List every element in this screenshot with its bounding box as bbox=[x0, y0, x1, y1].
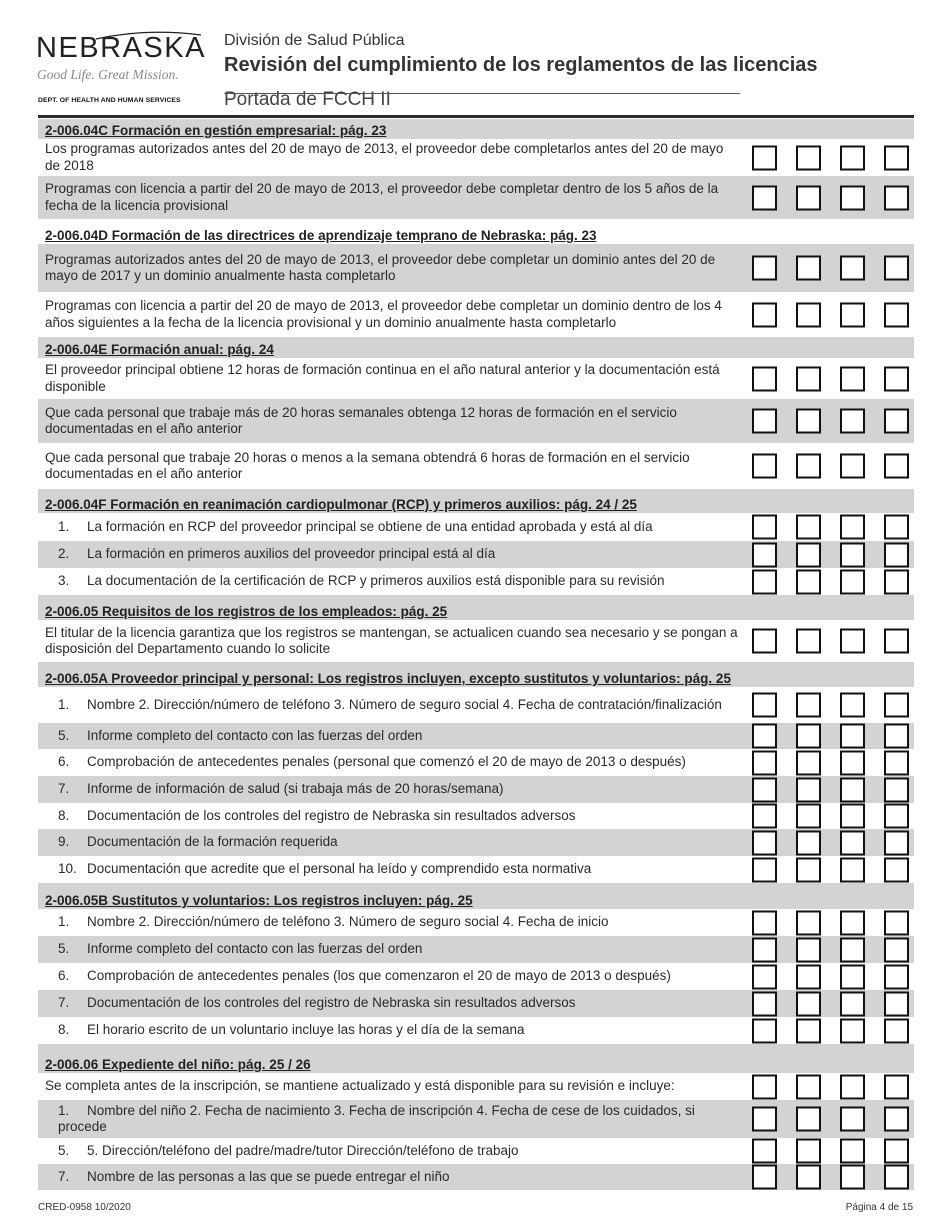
checkbox-group bbox=[752, 964, 928, 989]
item-number: 9. bbox=[58, 834, 70, 850]
checklist-item-text bbox=[38, 834, 741, 851]
checklist-item-text bbox=[38, 362, 741, 395]
checklist-item bbox=[38, 292, 914, 337]
compliance-checkbox[interactable] bbox=[884, 1165, 909, 1190]
compliance-checkbox[interactable] bbox=[840, 1165, 865, 1190]
compliance-checkbox[interactable] bbox=[796, 777, 821, 802]
checklist-item bbox=[38, 244, 914, 292]
checkbox-group bbox=[752, 1018, 928, 1043]
checklist-item-text bbox=[38, 181, 741, 214]
item-number: 1. bbox=[58, 696, 70, 712]
checklist-item bbox=[38, 909, 914, 936]
compliance-checkbox[interactable] bbox=[840, 937, 865, 962]
nebraska-dhhs-logo bbox=[36, 30, 211, 110]
compliance-checkbox[interactable] bbox=[796, 1165, 821, 1190]
item-number: 5. bbox=[58, 1142, 70, 1158]
item-label: El proveedor principal obtiene 12 horas de formación continua en el año natural anterior y la documentación está disponible bbox=[45, 362, 720, 394]
item-label: La formación en RCP del proveedor principal se obtiene de una entidad aprobada y está al día bbox=[87, 518, 653, 534]
compliance-checkbox[interactable] bbox=[752, 830, 777, 855]
compliance-checkbox[interactable] bbox=[884, 515, 909, 540]
section-heading bbox=[38, 337, 914, 358]
checklist-item-text bbox=[38, 914, 741, 931]
compliance-checkbox[interactable] bbox=[840, 991, 865, 1016]
compliance-checkbox[interactable] bbox=[796, 302, 821, 327]
checklist-item-text bbox=[38, 546, 741, 563]
item-label: Nombre del niño 2. Fecha de nacimiento 3. Fecha de inscripción 4. Fecha de cese de los cuidados, si procede bbox=[58, 1102, 695, 1134]
compliance-checkbox[interactable] bbox=[840, 302, 865, 327]
item-label: Nombre 2. Dirección/número de teléfono 3. Número de seguro social 4. Fecha de inicio bbox=[87, 914, 609, 930]
item-number: 3. bbox=[58, 573, 70, 589]
checklist-item bbox=[38, 1100, 914, 1138]
compliance-checkbox[interactable] bbox=[884, 145, 909, 170]
checklist-item bbox=[38, 776, 914, 803]
compliance-checkbox[interactable] bbox=[840, 964, 865, 989]
compliance-checkbox[interactable] bbox=[840, 569, 865, 594]
compliance-checkbox[interactable] bbox=[884, 1074, 909, 1099]
checklist-item-text bbox=[38, 519, 741, 536]
checklist-item bbox=[38, 856, 914, 883]
compliance-checkbox[interactable] bbox=[796, 454, 821, 479]
compliance-checkbox[interactable] bbox=[752, 724, 777, 749]
compliance-checkbox[interactable] bbox=[752, 145, 777, 170]
compliance-checkbox[interactable] bbox=[796, 804, 821, 829]
checklist-item-text bbox=[38, 781, 741, 798]
compliance-checkbox[interactable] bbox=[796, 1107, 821, 1132]
division-name: División de Salud Pública bbox=[224, 32, 405, 49]
compliance-checkbox[interactable] bbox=[840, 1018, 865, 1043]
section-heading-text: 2-006.05 Requisitos de los registros de los empleados: pág. 25 bbox=[45, 604, 448, 619]
compliance-checkbox[interactable] bbox=[752, 1139, 777, 1164]
compliance-checkbox[interactable] bbox=[884, 629, 909, 654]
compliance-checkbox[interactable] bbox=[884, 366, 909, 391]
compliance-checkbox[interactable] bbox=[752, 937, 777, 962]
item-label: Que cada personal que trabaje más de 20 horas semanales obtenga 12 horas de formación en el servicio documentadas en el año anterior bbox=[45, 404, 677, 436]
checklist-item-text bbox=[38, 754, 741, 771]
item-label: Que cada personal que trabaje 20 horas o menos a la semana obtendrá 6 horas de formación en el servicio documentadas en el año anterior bbox=[45, 449, 690, 481]
section-heading bbox=[38, 489, 914, 513]
compliance-checkbox[interactable] bbox=[840, 777, 865, 802]
compliance-checkbox[interactable] bbox=[840, 629, 865, 654]
item-label: La formación en primeros auxilios del proveedor principal está al día bbox=[87, 546, 496, 562]
compliance-checkbox[interactable] bbox=[884, 830, 909, 855]
checklist-item bbox=[38, 1073, 914, 1100]
checklist-item bbox=[38, 568, 914, 595]
compliance-checkbox[interactable] bbox=[884, 1018, 909, 1043]
compliance-checkbox[interactable] bbox=[796, 857, 821, 882]
compliance-checkbox[interactable] bbox=[884, 409, 909, 434]
item-label: Programas autorizados antes del 20 de mayo de 2013, el proveedor debe completar un dominio antes del 20 de mayo de 2017 y un dominio anualmente hasta completarlo bbox=[45, 251, 716, 283]
item-label: Documentación que acredite que el personal ha leído y comprendido esta normativa bbox=[87, 861, 592, 877]
form-id: CRED-0958 10/2020 bbox=[38, 1202, 131, 1213]
checklist-item bbox=[38, 963, 914, 990]
compliance-checkbox[interactable] bbox=[840, 256, 865, 281]
compliance-checkbox[interactable] bbox=[752, 1074, 777, 1099]
compliance-checkbox[interactable] bbox=[752, 750, 777, 775]
table-top-rule bbox=[38, 115, 914, 118]
compliance-checkbox[interactable] bbox=[752, 454, 777, 479]
item-label: Los programas autorizados antes del 20 de mayo de 2013, el proveedor debe completarlos antes del 20 de mayo de 2018 bbox=[45, 141, 724, 173]
section-heading-text: 2-006.04C Formación en gestión empresarial: pág. 23 bbox=[45, 123, 387, 138]
page-number: Página 4 de 15 bbox=[845, 1202, 913, 1213]
item-label: Programas con licencia a partir del 20 de mayo de 2013, el proveedor debe completar dentro de los 5 años de la fecha de la licencia provisional bbox=[45, 181, 719, 213]
compliance-checkbox[interactable] bbox=[840, 750, 865, 775]
compliance-checkbox[interactable] bbox=[796, 693, 821, 718]
compliance-checkbox[interactable] bbox=[840, 145, 865, 170]
checkbox-group bbox=[752, 857, 928, 882]
compliance-checkbox[interactable] bbox=[796, 1074, 821, 1099]
checkbox-group bbox=[752, 991, 928, 1016]
checklist-item bbox=[38, 803, 914, 829]
compliance-checkbox[interactable] bbox=[796, 750, 821, 775]
section-heading-text: 2-006.04E Formación anual: pág. 24 bbox=[45, 342, 274, 357]
compliance-checkbox[interactable] bbox=[752, 542, 777, 567]
header-rule bbox=[224, 93, 740, 94]
checklist-item-text bbox=[38, 728, 741, 745]
item-number: 8. bbox=[58, 1022, 70, 1038]
checkbox-group bbox=[752, 1165, 928, 1190]
checkbox-group bbox=[752, 724, 928, 749]
compliance-checkbox[interactable] bbox=[752, 256, 777, 281]
compliance-checkbox[interactable] bbox=[884, 1107, 909, 1132]
item-number: 6. bbox=[58, 754, 70, 770]
compliance-checkbox[interactable] bbox=[752, 409, 777, 434]
item-label: Informe completo del contacto con las fuerzas del orden bbox=[87, 727, 423, 743]
compliance-checkbox[interactable] bbox=[796, 145, 821, 170]
checkbox-group bbox=[752, 302, 928, 327]
section-heading bbox=[38, 883, 914, 909]
compliance-checkbox[interactable] bbox=[752, 693, 777, 718]
compliance-checkbox[interactable] bbox=[752, 629, 777, 654]
checklist-item-text bbox=[38, 573, 741, 590]
compliance-checkbox[interactable] bbox=[884, 750, 909, 775]
checklist-item-text bbox=[38, 861, 741, 878]
checklist-item-text bbox=[38, 808, 741, 825]
checkbox-group bbox=[752, 693, 928, 718]
checklist-item bbox=[38, 399, 914, 443]
checkbox-group bbox=[752, 830, 928, 855]
compliance-checkbox[interactable] bbox=[752, 777, 777, 802]
compliance-checkbox[interactable] bbox=[884, 804, 909, 829]
item-label: Informe de información de salud (si trabaja más de 20 horas/semana) bbox=[87, 781, 504, 797]
compliance-checkbox[interactable] bbox=[840, 804, 865, 829]
checklist-item-text bbox=[38, 941, 741, 958]
page-subtitle: Portada de FCCH II bbox=[224, 89, 391, 108]
checkbox-group bbox=[752, 629, 928, 654]
compliance-checkbox[interactable] bbox=[840, 1139, 865, 1164]
checklist-item-text bbox=[38, 968, 741, 985]
compliance-checkbox[interactable] bbox=[884, 693, 909, 718]
compliance-checkbox[interactable] bbox=[840, 910, 865, 935]
compliance-checkbox[interactable] bbox=[884, 777, 909, 802]
compliance-checkbox[interactable] bbox=[796, 569, 821, 594]
compliance-checkbox[interactable] bbox=[840, 454, 865, 479]
compliance-checkbox[interactable] bbox=[796, 185, 821, 210]
section-heading bbox=[38, 662, 914, 687]
checklist-item bbox=[38, 749, 914, 776]
compliance-checkbox[interactable] bbox=[752, 857, 777, 882]
checklist-item bbox=[38, 620, 914, 662]
item-number: 7. bbox=[58, 1168, 70, 1184]
compliance-checkbox[interactable] bbox=[840, 724, 865, 749]
compliance-checkbox[interactable] bbox=[840, 542, 865, 567]
checkbox-group bbox=[752, 542, 928, 567]
compliance-checkbox[interactable] bbox=[796, 724, 821, 749]
compliance-checkbox[interactable] bbox=[796, 542, 821, 567]
checklist-item-text bbox=[38, 625, 741, 658]
compliance-checkbox[interactable] bbox=[796, 515, 821, 540]
checklist-item bbox=[38, 936, 914, 963]
item-number: 5. bbox=[58, 727, 70, 743]
checklist-item-text bbox=[38, 252, 741, 285]
item-label: Documentación de la formación requerida bbox=[87, 834, 338, 850]
compliance-checkbox[interactable] bbox=[884, 964, 909, 989]
compliance-checkbox[interactable] bbox=[884, 256, 909, 281]
checkbox-group bbox=[752, 1074, 928, 1099]
compliance-checkbox[interactable] bbox=[840, 693, 865, 718]
checkbox-group bbox=[752, 366, 928, 391]
checklist-item bbox=[38, 829, 914, 856]
item-label: El horario escrito de un voluntario incluye las horas y el día de la semana bbox=[87, 1022, 525, 1038]
item-number: 7. bbox=[58, 781, 70, 797]
checklist-item bbox=[38, 687, 914, 723]
checklist-item-text bbox=[38, 697, 741, 714]
compliance-checkbox[interactable] bbox=[840, 830, 865, 855]
item-number: 6. bbox=[58, 968, 70, 984]
compliance-checkbox[interactable] bbox=[752, 569, 777, 594]
compliance-checkbox[interactable] bbox=[752, 910, 777, 935]
checkbox-group bbox=[752, 910, 928, 935]
checkbox-group bbox=[752, 569, 928, 594]
compliance-checkbox[interactable] bbox=[884, 937, 909, 962]
checklist-item bbox=[38, 176, 914, 219]
compliance-checkbox[interactable] bbox=[840, 185, 865, 210]
compliance-checkbox[interactable] bbox=[752, 964, 777, 989]
compliance-checkbox[interactable] bbox=[796, 409, 821, 434]
checkbox-group bbox=[752, 937, 928, 962]
compliance-checkbox[interactable] bbox=[796, 830, 821, 855]
checklist-item bbox=[38, 541, 914, 568]
compliance-checkbox[interactable] bbox=[884, 542, 909, 567]
checklist-item bbox=[38, 1164, 914, 1190]
item-number: 1. bbox=[58, 518, 70, 534]
checkbox-group bbox=[752, 1139, 928, 1164]
checkbox-group bbox=[752, 185, 928, 210]
compliance-checklist bbox=[38, 119, 914, 1190]
item-number: 1. bbox=[58, 1102, 70, 1118]
checklist-item bbox=[38, 723, 914, 749]
compliance-checkbox[interactable] bbox=[752, 804, 777, 829]
compliance-checkbox[interactable] bbox=[884, 569, 909, 594]
item-label: Documentación de los controles del registro de Nebraska sin resultados adversos bbox=[87, 807, 576, 823]
item-number: 7. bbox=[58, 995, 70, 1011]
checklist-item-text bbox=[38, 1103, 741, 1136]
checklist-item bbox=[38, 513, 914, 541]
item-label: Documentación de los controles del registro de Nebraska sin resultados adversos bbox=[87, 995, 576, 1011]
section-heading bbox=[38, 219, 914, 244]
checkbox-group bbox=[752, 515, 928, 540]
compliance-checkbox[interactable] bbox=[796, 256, 821, 281]
item-label: 5. Dirección/teléfono del padre/madre/tutor Dirección/teléfono de trabajo bbox=[87, 1142, 519, 1158]
checklist-item-text bbox=[38, 1078, 741, 1095]
compliance-checkbox[interactable] bbox=[884, 454, 909, 479]
compliance-checkbox[interactable] bbox=[884, 991, 909, 1016]
compliance-checkbox[interactable] bbox=[884, 724, 909, 749]
compliance-checkbox[interactable] bbox=[796, 629, 821, 654]
checklist-item bbox=[38, 1138, 914, 1164]
compliance-checkbox[interactable] bbox=[752, 185, 777, 210]
compliance-checkbox[interactable] bbox=[884, 185, 909, 210]
item-label: Informe completo del contacto con las fuerzas del orden bbox=[87, 941, 423, 957]
page-title: Revisión del cumplimiento de los reglamentos de las licencias bbox=[224, 54, 818, 76]
checklist-item bbox=[38, 358, 914, 399]
compliance-checkbox[interactable] bbox=[796, 366, 821, 391]
compliance-checkbox[interactable] bbox=[752, 366, 777, 391]
item-number: 10. bbox=[58, 861, 77, 877]
checklist-item bbox=[38, 1017, 914, 1044]
section-heading bbox=[38, 595, 914, 620]
checkbox-group bbox=[752, 777, 928, 802]
item-label: Nombre 2. Dirección/número de teléfono 3. Número de seguro social 4. Fecha de contratación/finalización bbox=[87, 696, 722, 712]
item-number: 5. bbox=[58, 941, 70, 957]
compliance-checkbox[interactable] bbox=[796, 964, 821, 989]
section-heading bbox=[38, 119, 914, 139]
checklist-item bbox=[38, 443, 914, 489]
compliance-checkbox[interactable] bbox=[752, 1165, 777, 1190]
item-number: 2. bbox=[58, 546, 70, 562]
checklist-item-text bbox=[38, 1143, 741, 1160]
item-label: Nombre de las personas a las que se puede entregar el niño bbox=[87, 1168, 450, 1184]
compliance-checkbox[interactable] bbox=[796, 937, 821, 962]
compliance-checkbox[interactable] bbox=[884, 1139, 909, 1164]
checkbox-group bbox=[752, 750, 928, 775]
item-label: Programas con licencia a partir del 20 de mayo de 2013, el proveedor debe completar un dominio dentro de los 4 años siguientes a la fecha de la licencia provisional y un dominio anualmente hasta completarlo bbox=[45, 298, 722, 330]
compliance-checkbox[interactable] bbox=[884, 910, 909, 935]
section-heading-text: 2-006.04D Formación de las directrices de aprendizaje temprano de Nebraska: pág. 23 bbox=[45, 228, 597, 243]
checkbox-group bbox=[752, 145, 928, 170]
item-label: Comprobación de antecedentes penales (personal que comenzó el 20 de mayo de 2013 o después) bbox=[87, 754, 686, 770]
checklist-item-text bbox=[38, 1022, 741, 1039]
logo-wordmark: NEBRASKA bbox=[36, 32, 206, 64]
compliance-checkbox[interactable] bbox=[796, 1139, 821, 1164]
section-heading bbox=[38, 1044, 914, 1073]
checkbox-group bbox=[752, 454, 928, 479]
compliance-checkbox[interactable] bbox=[752, 515, 777, 540]
compliance-checkbox[interactable] bbox=[840, 857, 865, 882]
compliance-checkbox[interactable] bbox=[884, 302, 909, 327]
item-number: 1. bbox=[58, 914, 70, 930]
checklist-item bbox=[38, 990, 914, 1017]
compliance-checkbox[interactable] bbox=[752, 1018, 777, 1043]
compliance-checkbox[interactable] bbox=[796, 1018, 821, 1043]
logo-tagline: Good Life. Great Mission. bbox=[37, 67, 179, 82]
checklist-item-text bbox=[38, 995, 741, 1012]
checklist-item bbox=[38, 139, 914, 176]
compliance-checkbox[interactable] bbox=[840, 1107, 865, 1132]
compliance-checkbox[interactable] bbox=[752, 302, 777, 327]
logo-department: DEPT. OF HEALTH AND HUMAN SERVICES bbox=[38, 97, 181, 104]
section-heading-text: 2-006.05B Sustitutos y voluntarios: Los registros incluyen: pág. 25 bbox=[45, 893, 473, 908]
checklist-item-text bbox=[38, 141, 741, 174]
checklist-item-text bbox=[38, 405, 741, 438]
checkbox-group bbox=[752, 256, 928, 281]
compliance-checkbox[interactable] bbox=[752, 991, 777, 1016]
section-heading-text: 2-006.06 Expediente del niño: pág. 25 / 26 bbox=[45, 1057, 311, 1072]
checklist-item-text bbox=[38, 450, 741, 483]
compliance-checkbox[interactable] bbox=[840, 409, 865, 434]
compliance-checkbox[interactable] bbox=[840, 515, 865, 540]
compliance-checkbox[interactable] bbox=[796, 991, 821, 1016]
checklist-item-text bbox=[38, 1169, 741, 1186]
item-label: Se completa antes de la inscripción, se mantiene actualizado y está disponible para su revisión e incluye: bbox=[45, 1078, 675, 1094]
compliance-checkbox[interactable] bbox=[796, 910, 821, 935]
compliance-checkbox[interactable] bbox=[752, 1107, 777, 1132]
section-heading-text: 2-006.05A Proveedor principal y personal: Los registros incluyen, excepto sustitutos y voluntarios: pág. 25 bbox=[45, 671, 731, 686]
item-label: La documentación de la certificación de RCP y primeros auxilios está disponible para su revisión bbox=[87, 573, 665, 589]
item-label: Comprobación de antecedentes penales (los que comenzaron el 20 de mayo de 2013 o después) bbox=[87, 968, 671, 984]
checkbox-group bbox=[752, 409, 928, 434]
checkbox-group bbox=[752, 1107, 928, 1132]
section-heading-text: 2-006.04F Formación en reanimación cardiopulmonar (RCP) y primeros auxilios: pág. 24 / 25 bbox=[45, 497, 637, 512]
item-label: El titular de la licencia garantiza que los registros se mantengan, se actualicen cuando sea necesario y se pongan a disposición del Departamento cuando lo solicite bbox=[45, 624, 738, 656]
checkbox-group bbox=[752, 804, 928, 829]
compliance-checkbox[interactable] bbox=[884, 857, 909, 882]
compliance-checkbox[interactable] bbox=[840, 366, 865, 391]
item-number: 8. bbox=[58, 807, 70, 823]
compliance-checkbox[interactable] bbox=[840, 1074, 865, 1099]
checklist-item-text bbox=[38, 298, 741, 331]
